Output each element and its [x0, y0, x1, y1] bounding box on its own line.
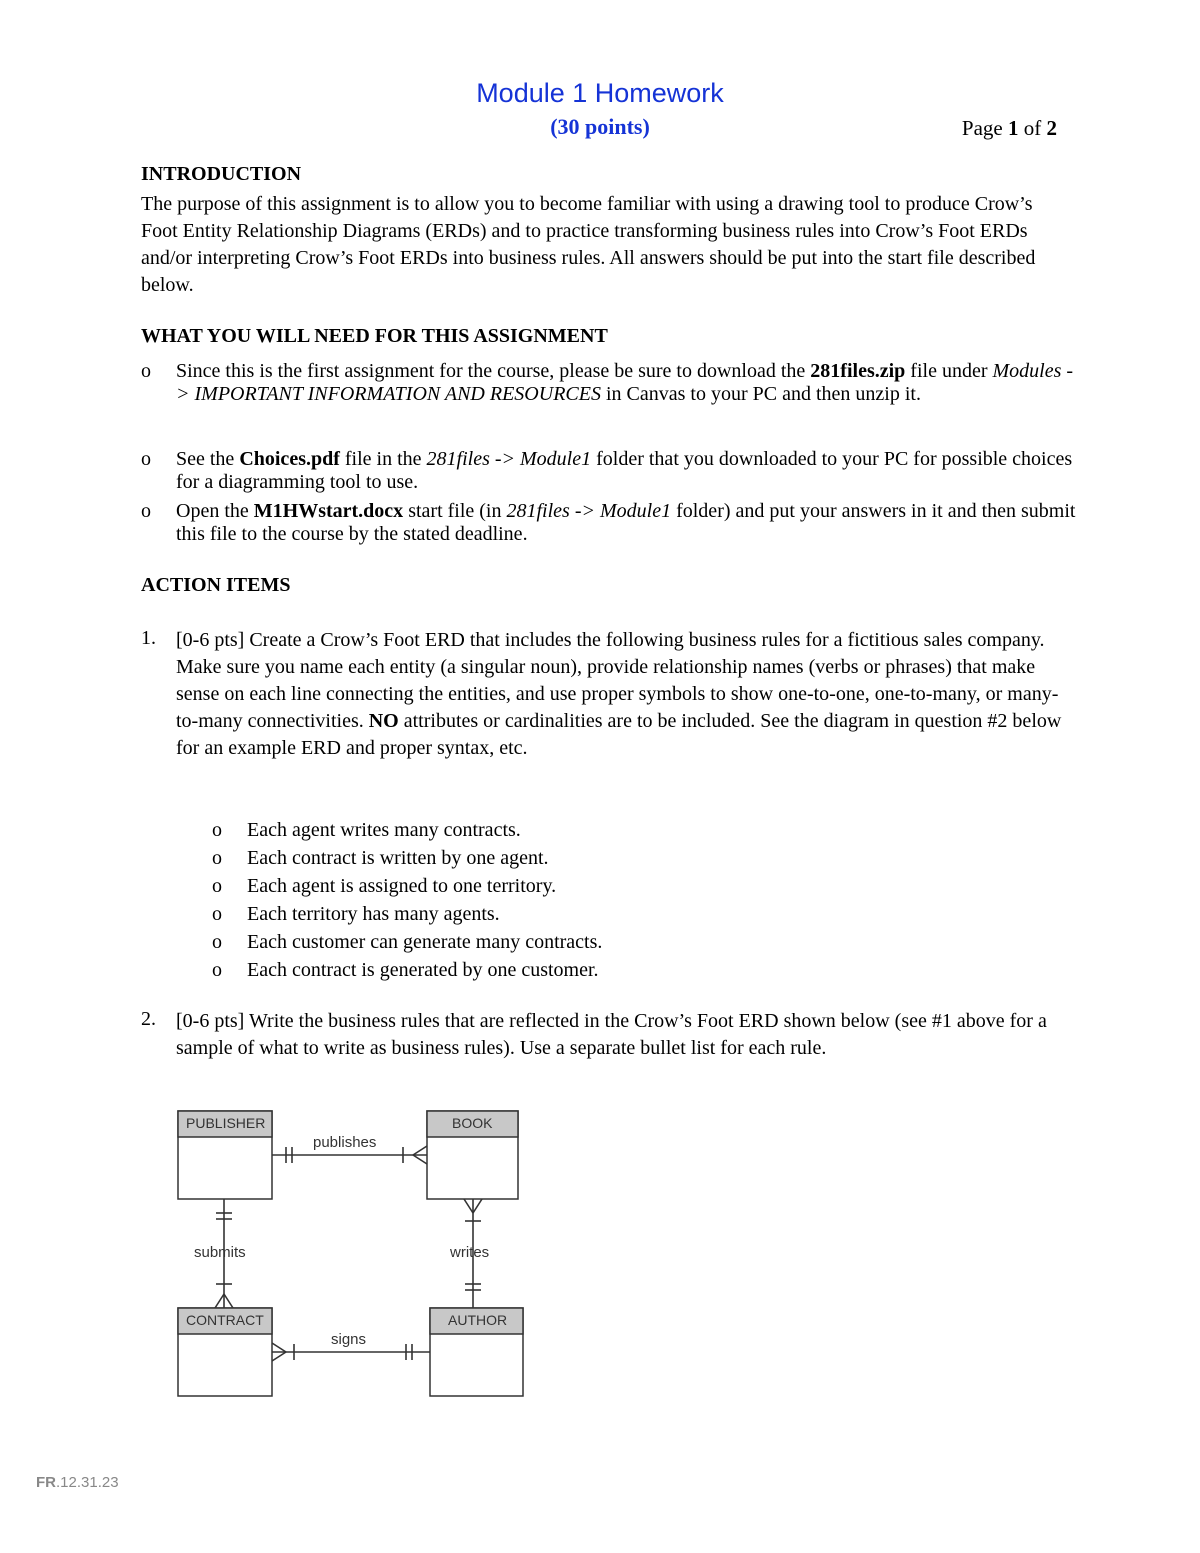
bullet-text: start file (in: [403, 500, 507, 522]
start-filename: M1HWstart.docx: [253, 500, 404, 522]
need-heading: WHAT YOU WILL NEED FOR THIS ASSIGNMENT: [141, 325, 608, 347]
business-rule: Each customer can generate many contracts.: [247, 931, 603, 953]
relationship-label-signs: signs: [331, 1331, 367, 1348]
question-text: attributes or cardinalities are to be included. See the diagram in question #2 below for an example ERD and proper syntax, etc.: [176, 710, 1062, 759]
intro-heading: INTRODUCTION: [141, 163, 302, 185]
question-text: [0-6 pts] Create a Crow’s Foot ERD that includes the following business rules for a fictitious sales company. Make sure you name each entity (a singular noun), provide relationship names (verbs or phrases) that make sense on each line connecting the entities, and use proper symbols to show one-to-one, one-to-many, or many-to-many connectivities.: [176, 629, 1059, 732]
choices-filename: Choices.pdf: [239, 448, 340, 470]
rule-marker: o: [212, 847, 222, 869]
relationship-label-submits: submits: [194, 1244, 246, 1261]
business-rule: Each territory has many agents.: [247, 903, 500, 925]
total-points: (30 points): [550, 114, 650, 139]
zip-filename: 281files.zip: [810, 360, 906, 382]
page-current: 1: [1008, 116, 1019, 140]
canvas-path: Modules -> IMPORTANT INFORMATION AND RESOURCES: [176, 360, 1074, 405]
emphasis-no: NO: [368, 710, 399, 732]
question-2-text: [0-6 pts] Write the business rules that are reflected in the Crow’s Foot ERD shown below (see #1 above for a sample of what to write as business rules). Use a separate bullet list for each rule.: [176, 1010, 1047, 1059]
bullet-text: See the: [176, 448, 240, 470]
folder-path: 281files -> Module1: [506, 500, 672, 522]
bullet-marker: o: [141, 500, 151, 522]
intro-paragraph: The purpose of this assignment is to allow you to become familiar with using a drawing tool to produce Crow’s Foot Entity Relationship Diagrams (ERDs) and to practice transforming business rules into Crow’s Foot ERDs and/or interpreting Crow’s Foot ERDs into business rules. All answers should be put into the start file described below.: [141, 193, 1036, 296]
relationship-label-writes: writes: [450, 1244, 490, 1261]
bullet-text: file in the: [339, 448, 427, 470]
rule-marker: o: [212, 959, 222, 981]
bullet-text: folder) and put your answers in it and then submit this file to the course by the stated deadline.: [176, 500, 1076, 545]
page-prefix: Page: [961, 116, 1008, 140]
business-rule: Each contract is generated by one customer.: [247, 959, 599, 981]
bullet-marker: o: [141, 360, 151, 382]
relationship-label-publishes: publishes: [313, 1134, 377, 1151]
page-total: 2: [1046, 116, 1057, 140]
page-of: of: [1018, 116, 1047, 140]
bullet-text: folder that you downloaded to your PC for possible choices for a diagramming tool to use.: [176, 448, 1073, 493]
rule-marker: o: [212, 931, 222, 953]
business-rule: Each agent is assigned to one territory.: [247, 875, 557, 897]
business-rule: Each contract is written by one agent.: [247, 847, 549, 869]
actions-heading: ACTION ITEMS: [141, 574, 291, 596]
bullet-marker: o: [141, 448, 151, 470]
bullet-text: in Canvas to your PC and then unzip it.: [600, 383, 921, 405]
entity-label-publisher: PUBLISHER: [186, 1115, 266, 1131]
entity-label-book: BOOK: [452, 1115, 493, 1131]
entity-label-contract: CONTRACT: [186, 1312, 264, 1328]
rule-marker: o: [212, 875, 222, 897]
bullet-text: Open the: [176, 500, 254, 522]
question-number: 1.: [141, 627, 156, 649]
rule-marker: o: [212, 903, 222, 925]
entity-label-author: AUTHOR: [448, 1312, 508, 1328]
folder-path: 281files -> Module1: [426, 448, 592, 470]
bullet-text: file under: [905, 360, 993, 382]
document-title: Module 1 Homework: [476, 78, 724, 108]
footer-date: .12.31.23: [56, 1474, 119, 1491]
question-number: 2.: [141, 1008, 156, 1030]
footer-initials: FR: [36, 1474, 56, 1491]
footer-version: [36, 1474, 119, 1491]
business-rule: Each agent writes many contracts.: [247, 819, 521, 841]
bullet-text: Since this is the first assignment for the course, please be sure to download the: [176, 360, 811, 382]
rule-marker: o: [212, 819, 222, 841]
